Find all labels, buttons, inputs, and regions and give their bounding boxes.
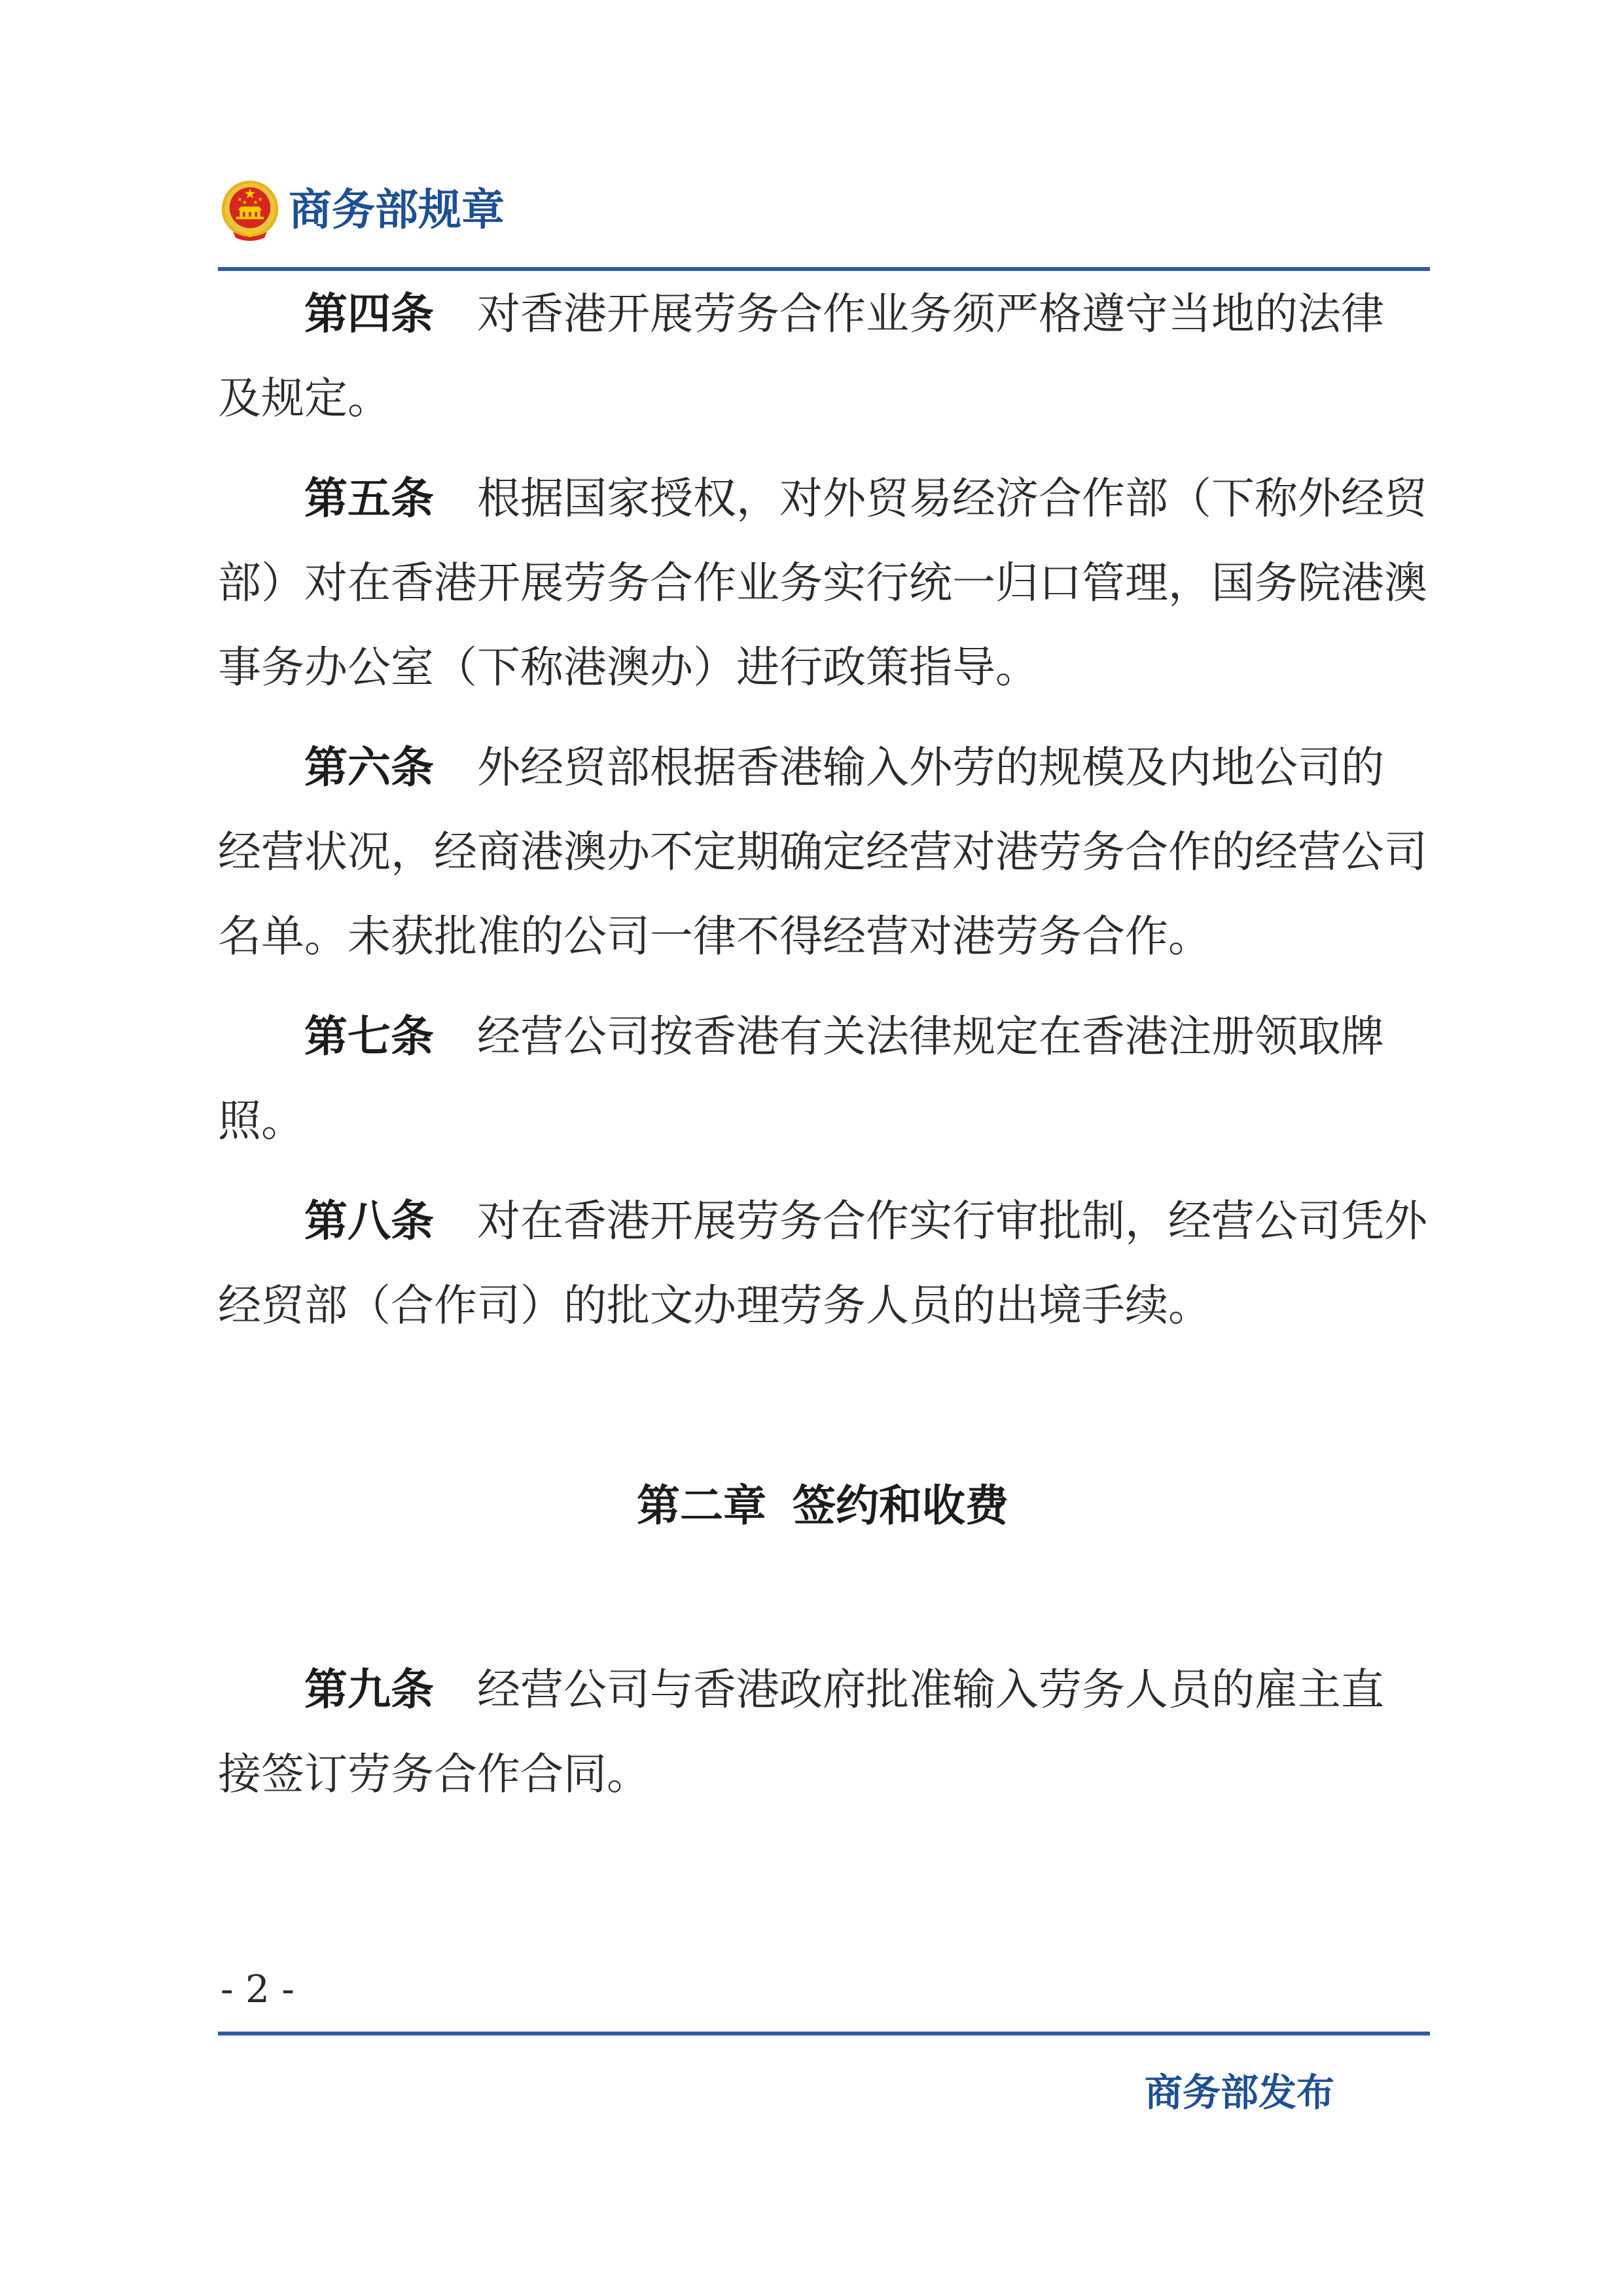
article-text: 经营状况，经商港澳办不定期确定经营对港劳务合作的经营公司	[218, 827, 1427, 877]
article-text: 照。	[218, 1096, 304, 1146]
article-text: 事务办公室（下称港澳办）进行政策指导。	[218, 642, 1039, 692]
footer-publisher: 商务部发布	[1145, 2070, 1335, 2115]
article-line	[218, 272, 1442, 356]
chapter-title: 签约和收费	[793, 1480, 1008, 1531]
article-8	[218, 1179, 1442, 1348]
article-label: 第六条	[304, 742, 434, 793]
header-title: 商务部规章	[289, 185, 505, 235]
article-label: 第四条	[304, 289, 434, 339]
article-text: 外经贸部根据香港输入外劳的规模及内地公司的	[477, 742, 1384, 793]
chapter-heading	[218, 1463, 1427, 1548]
article-4	[218, 272, 1442, 440]
chapter-number: 第二章	[637, 1480, 766, 1531]
article-text: 及规定。	[218, 373, 391, 423]
article-text: 名单。未获批准的公司一律不得经营对港劳务合作。	[218, 911, 1211, 961]
article-line	[218, 1647, 1442, 1732]
header-divider	[218, 267, 1430, 271]
article-7	[218, 994, 1442, 1163]
article-text: 接签订劳务合作合同。	[218, 1749, 650, 1799]
article-5	[218, 456, 1442, 709]
article-text: 部）对在香港开展劳务合作业务实行统一归口管理，国务院港澳	[218, 558, 1427, 608]
article-text: 对香港开展劳务合作业务须严格遵守当地的法律	[477, 289, 1384, 339]
article-line	[218, 456, 1442, 541]
article-text: 根据国家授权，对外贸易经济合作部（下称外经贸	[477, 473, 1427, 524]
article-9	[218, 1647, 1442, 1816]
article-6	[218, 725, 1442, 978]
article-label: 第九条	[304, 1664, 434, 1715]
article-line	[218, 994, 1442, 1079]
article-line	[218, 725, 1442, 810]
national-emblem-icon	[220, 179, 280, 243]
article-text: 对在香港开展劳务合作实行审批制，经营公司凭外	[477, 1196, 1427, 1246]
article-label: 第七条	[304, 1011, 434, 1062]
article-text: 经营公司按香港有关法律规定在香港注册领取牌	[477, 1011, 1384, 1062]
footer-divider	[218, 2032, 1430, 2036]
article-text: 经营公司与香港政府批准输入劳务人员的雇主直	[477, 1664, 1384, 1715]
article-label: 第五条	[304, 473, 434, 524]
page-number: - 2 -	[221, 1967, 294, 2011]
article-text: 经贸部（合作司）的批文办理劳务人员的出境手续。	[218, 1280, 1211, 1331]
article-label: 第八条	[304, 1196, 434, 1246]
article-line	[218, 1179, 1442, 1263]
